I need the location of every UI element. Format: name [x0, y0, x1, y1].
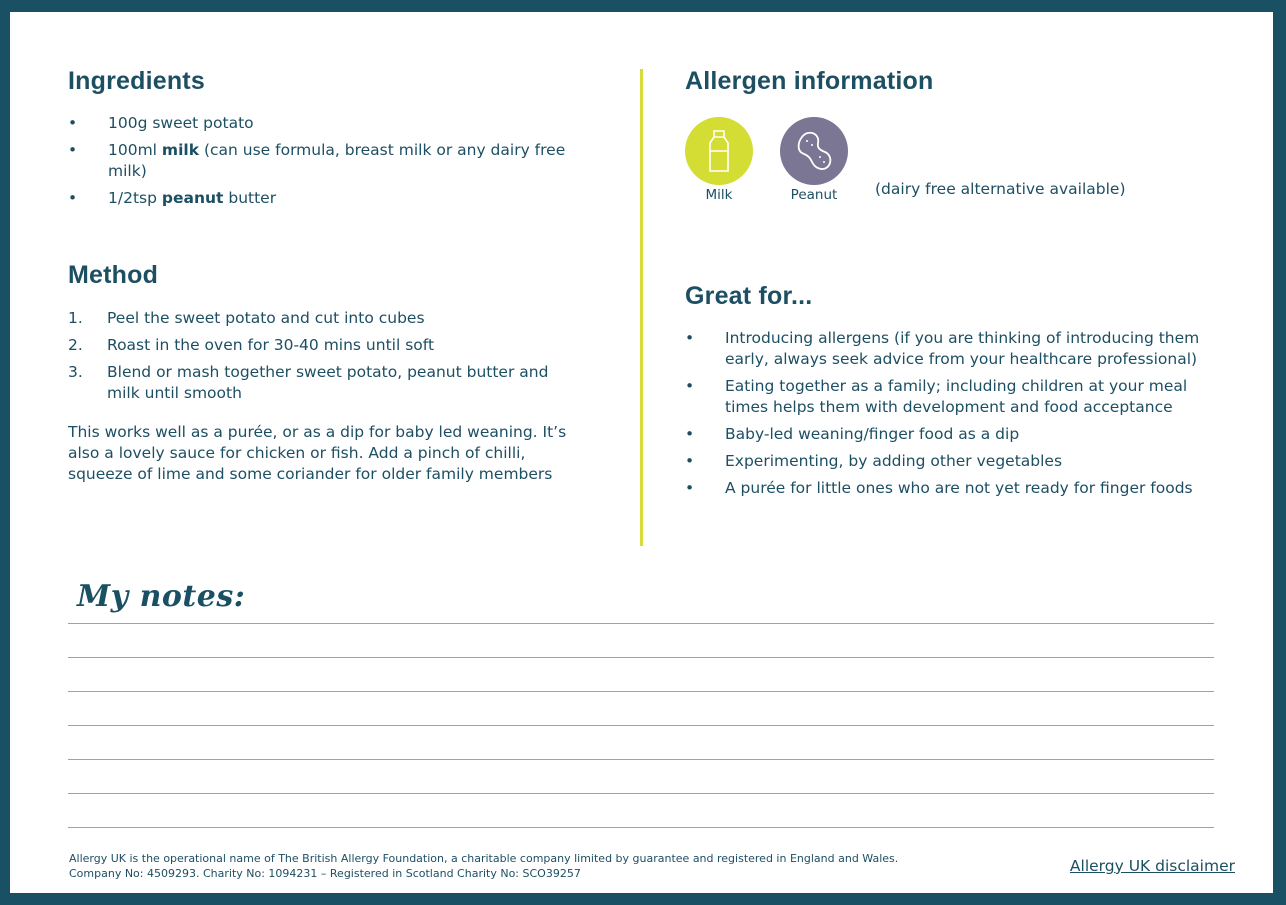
note-line [68, 725, 1214, 726]
great-for-item: • Baby-led weaning/finger food as a dip [685, 425, 1020, 443]
allergen-note: (dairy free alternative available) [875, 180, 1126, 198]
note-line [68, 793, 1214, 794]
ingredient-item: • 100g sweet potato [68, 114, 254, 132]
allergen-milk-badge [685, 117, 753, 185]
method-step: 1. Peel the sweet potato and cut into cubes [68, 309, 425, 327]
column-divider [640, 69, 643, 546]
great-for-item: • Introducing allergens (if you are thinking of introducing them early, always seek advice from your healthcare professional) [685, 329, 1200, 368]
recipe-card [10, 12, 1273, 893]
bullet: • [68, 141, 78, 159]
note-line [68, 623, 1214, 624]
left-column [68, 67, 578, 485]
disclaimer-link[interactable]: Allergy UK disclaimer [1069, 857, 1235, 875]
method-step: 3. Blend or mash together sweet potato, peanut butter and milk until smooth [68, 363, 549, 402]
ingredients-heading: Ingredients [68, 67, 205, 95]
footer-line-1: Allergy UK is the operational name of The British Allergy Foundation, a charitable company limited by guarantee and registered in England and Wales. [69, 852, 899, 865]
note-line [68, 759, 1214, 760]
ingredients-list [68, 113, 578, 209]
great-for-item: • Eating together as a family; including children at your meal times helps them with development and food acceptance [685, 377, 1188, 416]
right-column [685, 67, 1225, 527]
bullet: • [68, 189, 78, 207]
allergen-peanut-label: Peanut [790, 187, 838, 203]
method-note: This works well as a purée, or as a dip for baby led weaning. It’s also a lovely sauce for chicken or fish. Add a pinch of chilli, squeeze of lime and some coriander for older family members [68, 423, 567, 483]
allergen-peanut-badge [780, 117, 848, 185]
great-for-item: • A purée for little ones who are not yet ready for finger foods [685, 479, 1193, 497]
great-for-heading: Great for... [685, 282, 813, 310]
great-for-item: • Experimenting, by adding other vegetables [685, 452, 1063, 470]
notes-heading: My notes: [77, 579, 246, 614]
bullet: • [68, 114, 78, 132]
peanut-icon [780, 117, 848, 185]
method-step: 2. Roast in the oven for 30-40 mins until soft [68, 336, 435, 354]
footer-text [69, 851, 898, 881]
footer-line-2: Company No: 4509293. Charity No: 1094231 – Registered in Scotland Charity No: SCO39257 [69, 867, 581, 880]
note-line [68, 827, 1214, 828]
great-for-list [685, 328, 1215, 505]
allergen-heading: Allergen information [685, 67, 934, 95]
note-line [68, 657, 1214, 658]
note-line [68, 691, 1214, 692]
ingredient-item: • 1/2tsp peanut butter [68, 189, 277, 207]
milk-bottle-icon [685, 117, 753, 185]
ingredient-item: • 100ml milk (can use formula, breast milk or any dairy free milk) [68, 141, 566, 180]
allergen-milk-label: Milk [705, 187, 733, 203]
method-list [68, 308, 578, 404]
method-heading: Method [68, 261, 159, 289]
